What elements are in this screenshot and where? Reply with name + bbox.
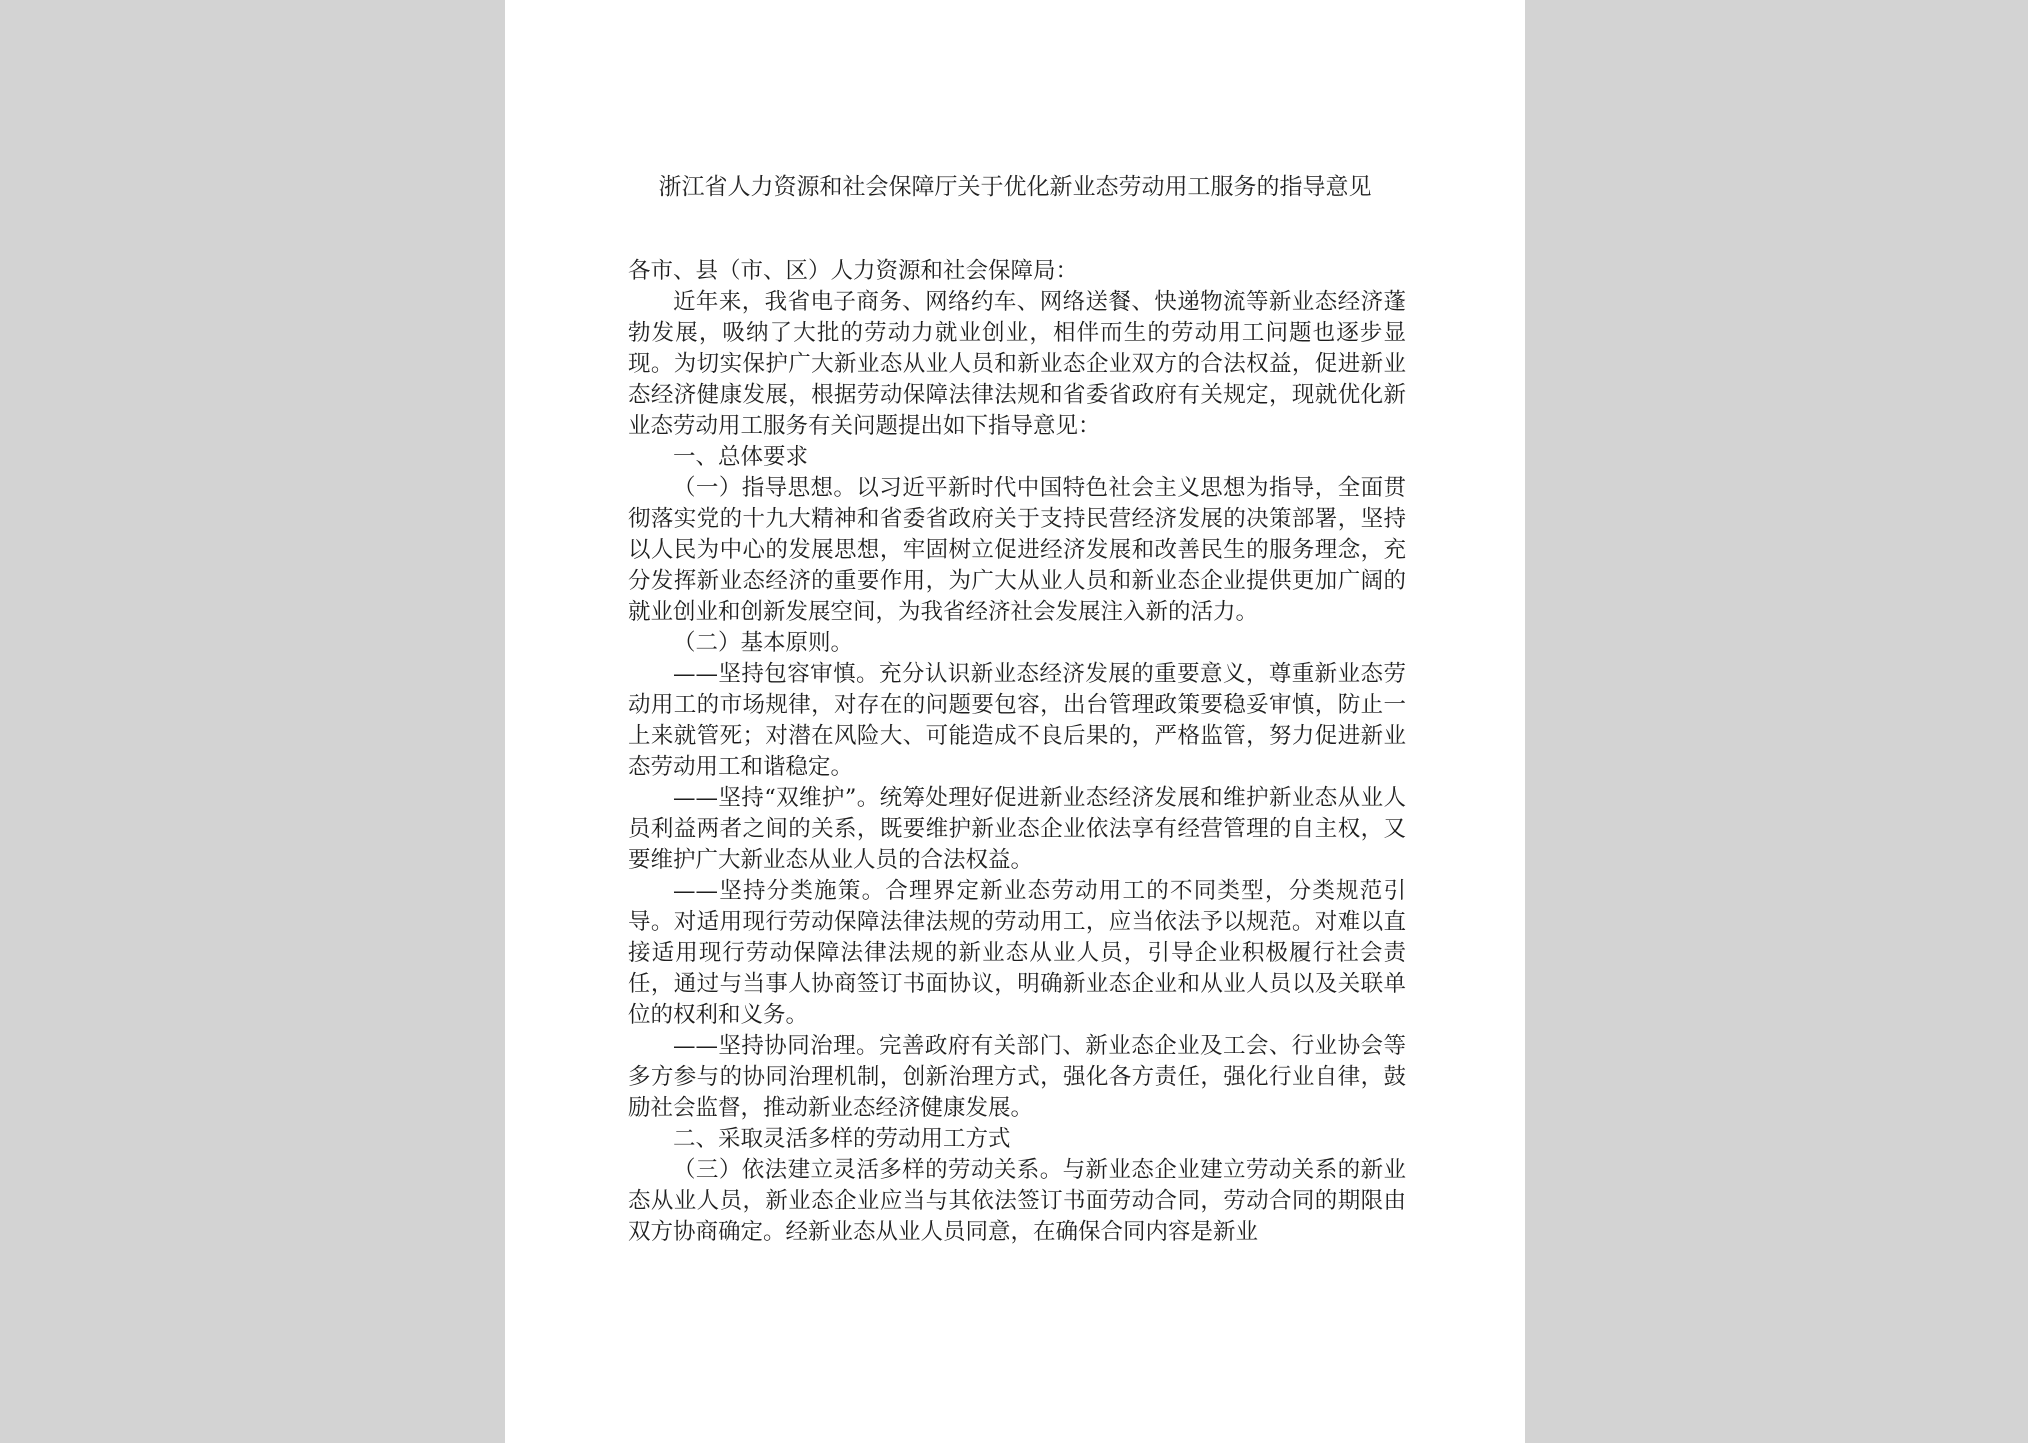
paragraph-principle-classified: ——坚持分类施策。合理界定新业态劳动用工的不同类型，分类规范引导。对适用现行劳动保障法律法规的劳动用工，应当依法予以规范。对难以直接适用现行劳动保障法律法规的新业态从业人员，引导企业积极履行社会责任，通过与当事人协商签订书面协议，明确新业态企业和从业人员以及关联单位的权利和义务。 <box>628 878 1406 1028</box>
document-page <box>505 0 1525 1443</box>
paragraph-labor-relations: （三）依法建立灵活多样的劳动关系。与新业态企业建立劳动关系的新业态从业人员，新业态企业应当与其依法签订书面劳动合同，劳动合同的期限由双方协商确定。经新业态从业人员同意，在确保合同内容是新业 <box>628 1157 1406 1245</box>
paragraph-principle-collaborative: ——坚持协同治理。完善政府有关部门、新业态企业及工会、行业协会等多方参与的协同治理机制，创新治理方式，强化各方责任，强化行业自律，鼓励社会监督，推动新业态经济健康发展。 <box>628 1033 1406 1121</box>
paragraph-guiding-thought: （一）指导思想。以习近平新时代中国特色社会主义思想为指导，全面贯彻落实党的十九大精神和省委省政府关于支持民营经济发展的决策部署，坚持以人民为中心的发展思想，牢固树立促进经济发展和改善民生的服务理念，充分发挥新业态经济的重要作用，为广大从业人员和新业态企业提供更加广阔的就业创业和创新发展空间，为我省经济社会发展注入新的活力。 <box>628 475 1406 625</box>
section-heading-2: 二、采取灵活多样的劳动用工方式 <box>673 1126 1011 1152</box>
salutation: 各市、县（市、区）人力资源和社会保障局： <box>628 258 1079 284</box>
document-title: 浙江省人力资源和社会保障厅关于优化新业态劳动用工服务的指导意见 <box>658 174 1372 200</box>
paragraph-principle-dual: ——坚持“双维护”。统筹处理好促进新业态经济发展和维护新业态从业人员利益两者之间的关系，既要维护新业态企业依法享有经营管理的自主权，又要维护广大新业态从业人员的合法权益。 <box>628 785 1406 873</box>
paragraph-intro: 近年来，我省电子商务、网络约车、网络送餐、快递物流等新业态经济蓬勃发展，吸纳了大批的劳动力就业创业，相伴而生的劳动用工问题也逐步显现。为切实保护广大新业态从业人员和新业态企业双方的合法权益，促进新业态经济健康发展，根据劳动保障法律法规和省委省政府有关规定，现就优化新业态劳动用工服务有关问题提出如下指导意见： <box>628 289 1406 439</box>
paragraph-basic-principles: （二）基本原则。 <box>673 630 854 656</box>
paragraph-principle-inclusive: ——坚持包容审慎。充分认识新业态经济发展的重要意义，尊重新业态劳动用工的市场规律，对存在的问题要包容，出台管理政策要稳妥审慎，防止一上来就管死；对潜在风险大、可能造成不良后果的，严格监管，努力促进新业态劳动用工和谐稳定。 <box>628 661 1406 780</box>
section-heading-1: 一、总体要求 <box>673 444 809 470</box>
document-body <box>628 256 1406 1248</box>
